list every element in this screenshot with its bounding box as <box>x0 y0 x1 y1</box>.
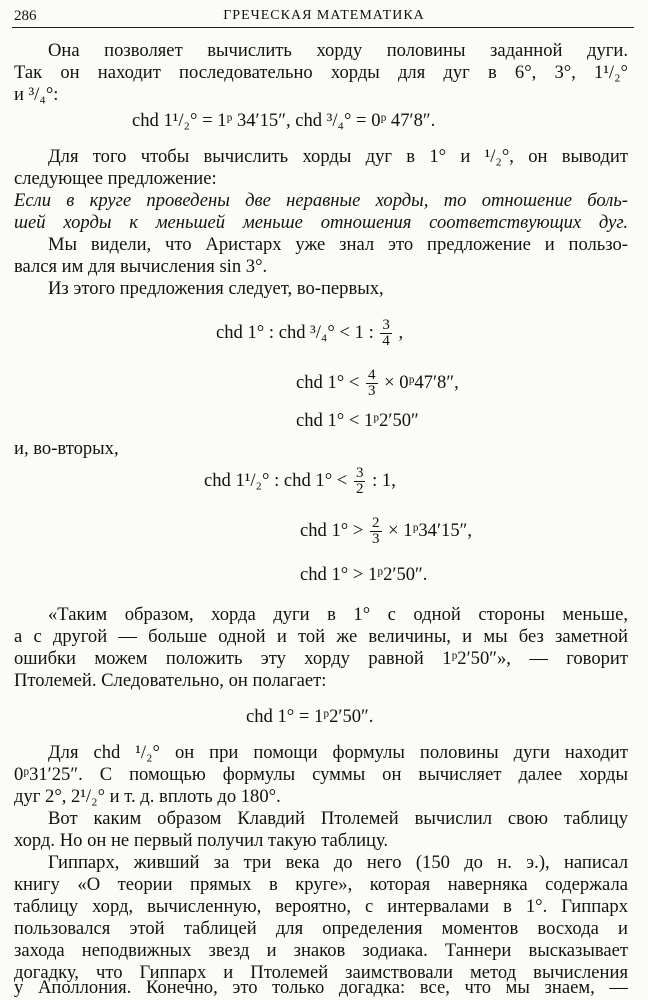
text-line: Она позволяет вычислить хорду половины заданной дуги. <box>48 40 628 61</box>
numerator: 3 <box>382 317 390 333</box>
text-line: «Таким образом, хорда дуги в 1° с одной стороны меньше, <box>48 604 628 625</box>
inequality-3: chd 1° < 1ᵖ2′50″ <box>296 410 419 431</box>
theorem-line: Если в круге проведены две неравные хорды, то отношение боль- <box>14 190 628 211</box>
text-line: Для chd ¹/₂° он при помощи формулы половины дуги находит <box>48 742 628 763</box>
numerator: 4 <box>368 367 376 383</box>
page-header <box>14 6 634 28</box>
fraction <box>354 466 366 497</box>
text-line: Из этого предложения следует, во-первых, <box>48 278 384 299</box>
text-line: Гиппарх, живший за три века до него (150 до н. э.), написал <box>48 852 628 873</box>
denominator: 4 <box>382 333 390 349</box>
text-line: следующее предложение: <box>14 168 217 189</box>
running-title: ГРЕЧЕСКАЯ МАТЕМАТИКА <box>223 8 425 23</box>
text-line: и ³/₄°: <box>14 84 59 105</box>
numerator: 3 <box>355 465 364 481</box>
denominator: 2 <box>355 481 364 497</box>
text-line: Так он находит последовательно хорды для дуг в 6°, 3°, 1¹/₂° <box>14 62 628 83</box>
header-rule <box>12 27 634 28</box>
formula-chords: chd 1¹/₂° = 1ᵖ 34′15″, chd ³/₄° = 0ᵖ 47′8″. <box>132 110 436 131</box>
text-line: а с другой — больше одной и той же величины, и мы без заметной <box>14 626 628 647</box>
inequality-text: chd 1¹/₂° : chd 1° < <box>204 469 352 491</box>
text-line: Мы видели, что Аристарх уже знал это предложение и пользо- <box>48 234 628 255</box>
inequality-text: chd 1° > <box>300 519 369 541</box>
inequality-1 <box>216 318 403 349</box>
inequality-text: , <box>393 321 404 343</box>
text-line: и, во-вторых, <box>14 438 119 459</box>
inequality-5 <box>300 516 472 547</box>
text-line: догадку, что Гиппарх и Птолемей заимствовали метод вычисления <box>14 962 628 983</box>
inequality-4 <box>204 466 396 497</box>
inequality-6: chd 1° > 1ᵖ2′50″. <box>300 564 428 585</box>
denominator: 3 <box>372 531 380 547</box>
denominator: 3 <box>368 383 376 399</box>
inequality-text: chd 1° < <box>296 371 365 393</box>
text-line: Для того чтобы вычислить хорды дуг в 1° и ¹/₂°, он выводит <box>48 146 628 167</box>
inequality-text: chd 1° : chd ³/₄° < 1 : <box>216 321 379 343</box>
fraction <box>366 368 378 399</box>
text-line: ошибки можем положить эту хорду равной 1ᵖ2′50″», — говорит <box>14 648 628 669</box>
text-line: дуг 2°, 2¹/₂° и т. д. вплоть до 180°. <box>14 786 281 807</box>
text-line: пользовался этой таблицей для определения моментов восхода и <box>14 918 628 939</box>
inequality-2 <box>296 368 459 399</box>
numerator: 2 <box>372 515 380 531</box>
text-line: таблицу хорд, вычисленную, вероятно, с интервалами в 1°. Гиппарх <box>14 896 628 917</box>
theorem-line: шей хорды к меньшей меньше отношения соответствующих дуг. <box>14 212 628 233</box>
formula-result: chd 1° = 1ᵖ2′50″. <box>246 706 374 727</box>
inequality-text: × 1ᵖ34′15″, <box>383 519 473 541</box>
inequality-text: × 0ᵖ47′8″, <box>379 371 459 393</box>
text-line: 0ᵖ31′25″. С помощью формулы суммы он вычисляет далее хорды <box>14 764 628 785</box>
text-line: захода неподвижных звезд и знаков зодиака. Таннери высказывает <box>14 940 628 961</box>
text-line: у Аполлония. Конечно, это только догадка: все, что мы знаем, — <box>14 977 628 998</box>
inequality-text: : 1, <box>367 469 396 491</box>
text-line: книгу «О теории прямых в круге», которая наверняка содержала <box>14 874 628 895</box>
fraction <box>370 516 382 547</box>
text-line: хорд. Но он не первый получил такую таблицу. <box>14 830 389 851</box>
page-number: 286 <box>14 8 37 24</box>
text-line: Вот каким образом Клавдий Птолемей вычислил свою таблицу <box>48 808 628 829</box>
fraction <box>380 318 392 349</box>
text-line: вался им для вычисления sin 3°. <box>14 256 268 277</box>
text-line: Птолемей. Следовательно, он полагает: <box>14 670 327 691</box>
